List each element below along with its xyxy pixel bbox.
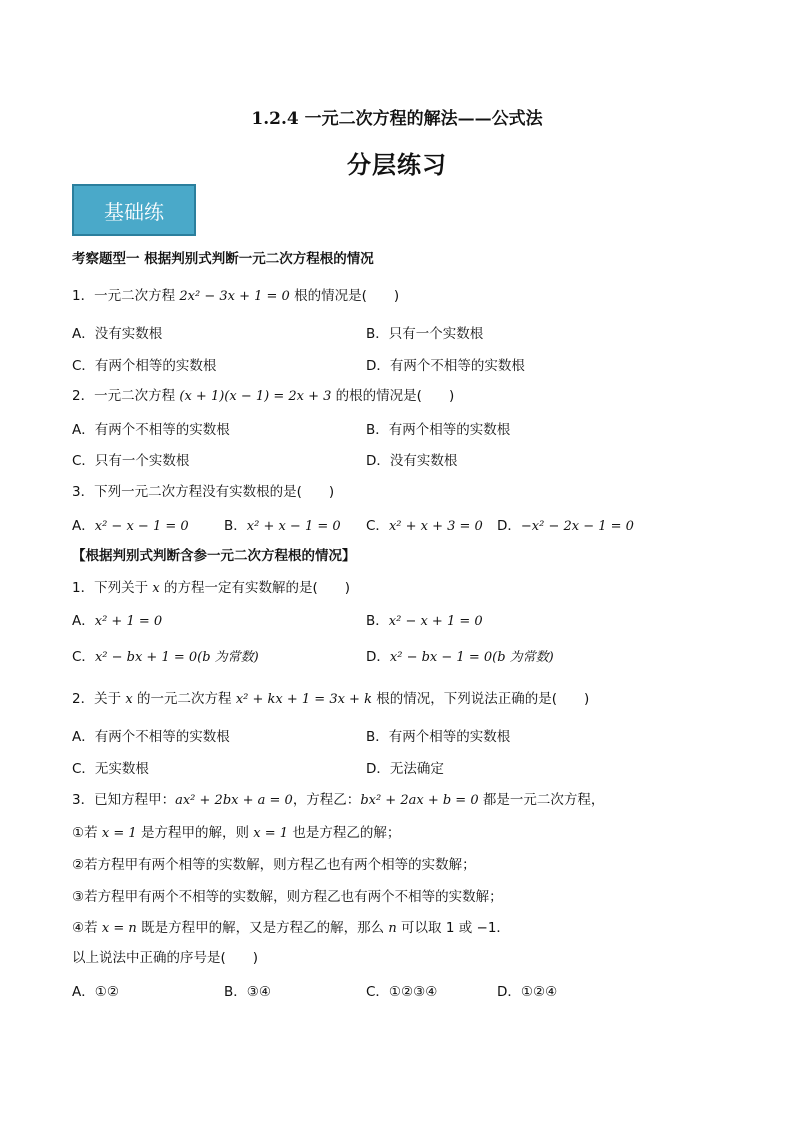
option-b: B．③④ bbox=[224, 984, 271, 1000]
option-label: A． bbox=[72, 613, 95, 629]
option-d: D．有两个不相等的实数根 bbox=[366, 358, 525, 374]
option-label: A． bbox=[72, 518, 95, 534]
question-1-2-stem bbox=[72, 387, 454, 406]
stem-text: ④若 bbox=[72, 920, 102, 936]
equation: x² − x − 1 = 0 bbox=[94, 519, 189, 534]
equation: bx² + 2ax + b = 0 bbox=[360, 793, 479, 808]
question-2-2-stem bbox=[72, 690, 589, 709]
statement-2: ②若方程甲有两个相等的实数解，则方程乙也有两个相等的实数解； bbox=[72, 857, 476, 873]
option-c bbox=[72, 648, 259, 667]
equation: x² − x + 1 = 0 bbox=[388, 614, 483, 629]
stem-text: 既是方程甲的解，又是方程乙的解，那么 bbox=[136, 920, 389, 936]
equation: x = 1 bbox=[253, 826, 289, 841]
variable: x bbox=[125, 692, 133, 707]
equation: −x² − 2x − 1 = 0 bbox=[520, 519, 634, 534]
stem-text: ，方程乙： bbox=[292, 792, 361, 808]
option-label: B． bbox=[366, 613, 389, 629]
equation: ax² + 2bx + a = 0 bbox=[175, 793, 293, 808]
option-label: C． bbox=[72, 649, 95, 665]
stem-text: 是方程甲的解，则 bbox=[136, 825, 254, 841]
statement-1 bbox=[72, 824, 400, 843]
variable: x bbox=[152, 581, 160, 596]
stem-text: 的方程一定有实数解的是( ) bbox=[159, 580, 351, 596]
equation: x² + x − 1 = 0 bbox=[246, 519, 341, 534]
stem-text: 2．一元二次方程 bbox=[72, 388, 180, 404]
level-badge: 基础练 bbox=[72, 184, 196, 236]
equation: x² − bx − 1 = 0(b 为常数) bbox=[389, 650, 554, 665]
page-title: 1.2.4 一元二次方程的解法——公式法 bbox=[251, 109, 543, 129]
option-b: B．有两个相等的实数根 bbox=[366, 422, 511, 438]
option-c: C．①②③④ bbox=[366, 984, 438, 1000]
option-b: B．有两个相等的实数根 bbox=[366, 729, 511, 745]
stem-text: 也是方程乙的解； bbox=[288, 825, 401, 841]
stem-text: 的一元二次方程 bbox=[132, 691, 236, 707]
option-b bbox=[366, 612, 483, 631]
equation: (x + 1)(x − 1) = 2x + 3 bbox=[179, 389, 332, 404]
section-heading-1: 考察题型一 根据判别式判断一元二次方程根的情况 bbox=[72, 251, 374, 267]
stem-text: ①若 bbox=[72, 825, 102, 841]
option-c: C．只有一个实数根 bbox=[72, 453, 190, 469]
stem-text: 根的情况，下列说法正确的是( ) bbox=[371, 691, 590, 707]
option-label: C． bbox=[366, 518, 389, 534]
option-d: D．没有实数根 bbox=[366, 453, 458, 469]
variable: n bbox=[388, 921, 397, 936]
option-a bbox=[72, 612, 162, 631]
section-heading-2: 【根据判别式判断含参一元二次方程根的情况】 bbox=[72, 548, 356, 564]
stem-text: 3．已知方程甲： bbox=[72, 792, 176, 808]
question-prompt: 以上说法中正确的序号是( ) bbox=[72, 950, 259, 966]
option-b bbox=[224, 517, 341, 536]
option-d: D．①②④ bbox=[497, 984, 558, 1000]
option-c: C．无实数根 bbox=[72, 761, 149, 777]
statement-3: ③若方程甲有两个不相等的实数解，则方程乙也有两个不相等的实数解； bbox=[72, 889, 503, 905]
stem-text: 的根的情况是( ) bbox=[331, 388, 455, 404]
question-1-3-stem: 3．下列一元二次方程没有实数根的是( ) bbox=[72, 484, 335, 500]
option-a bbox=[72, 517, 189, 536]
stem-text: 1．一元二次方程 bbox=[72, 288, 180, 304]
stem-text: 根的情况是( ) bbox=[289, 288, 400, 304]
equation: x² − bx + 1 = 0(b 为常数) bbox=[94, 650, 259, 665]
option-d: D．无法确定 bbox=[366, 761, 444, 777]
stem-text: 都是一元二次方程， bbox=[478, 792, 605, 808]
stem-text: 可以取 1 或 −1． bbox=[396, 920, 510, 936]
equation: x² + 1 = 0 bbox=[94, 614, 163, 629]
option-d bbox=[497, 517, 634, 536]
equation: x = 1 bbox=[101, 826, 137, 841]
option-c: C．有两个相等的实数根 bbox=[72, 358, 217, 374]
option-label: D． bbox=[366, 649, 390, 665]
option-a: A．有两个不相等的实数根 bbox=[72, 422, 230, 438]
option-b: B．只有一个实数根 bbox=[366, 326, 484, 342]
option-a: A．有两个不相等的实数根 bbox=[72, 729, 230, 745]
question-2-3-stem bbox=[72, 791, 604, 810]
option-c bbox=[366, 517, 483, 536]
equation: x² + x + 3 = 0 bbox=[388, 519, 483, 534]
page-subtitle: 分层练习 bbox=[347, 150, 447, 179]
stem-text: 2．关于 bbox=[72, 691, 126, 707]
option-a: A．没有实数根 bbox=[72, 326, 163, 342]
option-label: B． bbox=[224, 518, 247, 534]
question-1-1-stem bbox=[72, 287, 399, 306]
option-a: A．①② bbox=[72, 984, 119, 1000]
equation: 2x² − 3x + 1 = 0 bbox=[179, 289, 290, 304]
option-label: D． bbox=[497, 518, 521, 534]
equation: x = n bbox=[101, 921, 137, 936]
equation: x² + kx + 1 = 3x + k bbox=[235, 692, 372, 707]
question-2-1-stem bbox=[72, 579, 350, 598]
stem-text: 1．下列关于 bbox=[72, 580, 153, 596]
statement-4 bbox=[72, 919, 510, 938]
option-d bbox=[366, 648, 554, 667]
